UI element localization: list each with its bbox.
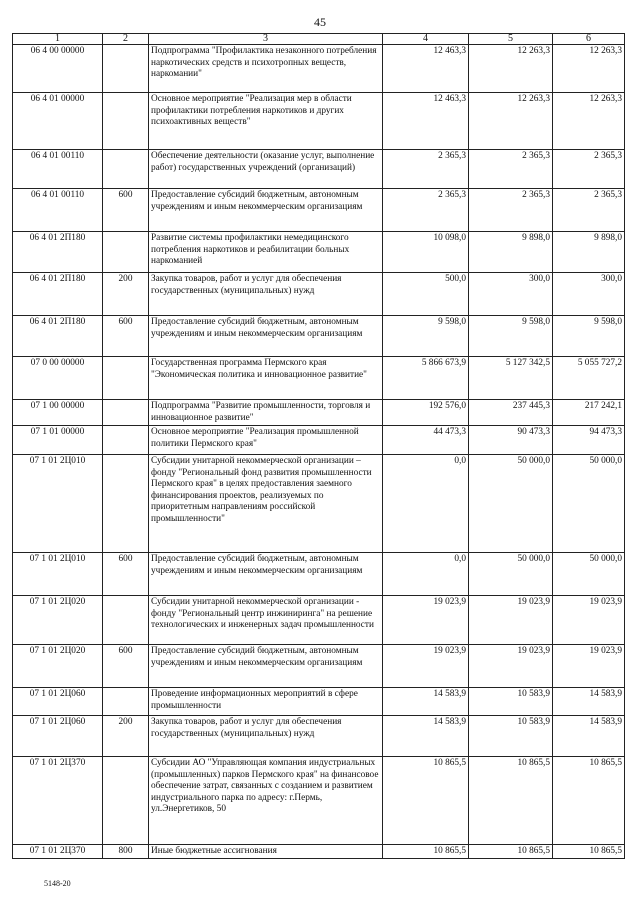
row-code: 06 4 01 2П180 (13, 273, 103, 316)
row-expense-type (103, 45, 149, 93)
row-name: Обеспечение деятельности (оказание услуг, выполнение работ) государственных учреждений (организаций) (149, 150, 383, 189)
table-row (13, 716, 625, 757)
row-expense-type (103, 93, 149, 150)
table-row (13, 357, 625, 400)
row-amount-1: 10 865,5 (383, 757, 469, 845)
row-code: 06 4 00 00000 (13, 45, 103, 93)
row-name: Предоставление субсидий бюджетным, автономным учреждениям и иным некоммерческим организациям (149, 189, 383, 232)
row-amount-3: 2 365,3 (553, 189, 625, 232)
column-header-code: 1 (13, 34, 103, 45)
row-amount-1: 500,0 (383, 273, 469, 316)
footer-code: 5148-20 (44, 879, 71, 888)
table-row (13, 150, 625, 189)
row-expense-type (103, 357, 149, 400)
row-code: 06 4 01 2П180 (13, 316, 103, 357)
table-row (13, 232, 625, 273)
row-code: 07 1 01 2Ц370 (13, 757, 103, 845)
row-expense-type: 800 (103, 845, 149, 859)
row-name: Закупка товаров, работ и услуг для обеспечения государственных (муниципальных) нужд (149, 716, 383, 757)
row-code: 07 1 01 2Ц010 (13, 553, 103, 596)
row-name: Проведение информационных мероприятий в сфере промышленности (149, 688, 383, 716)
column-header-amount-2: 5 (469, 34, 553, 45)
row-name: Основное мероприятие "Реализация промышленной политики Пермского края" (149, 426, 383, 455)
row-name: Государственная программа Пермского края "Экономическая политика и инновационное развитие" (149, 357, 383, 400)
row-code: 07 1 01 2Ц060 (13, 716, 103, 757)
table-row (13, 316, 625, 357)
row-amount-3: 19 023,9 (553, 645, 625, 688)
table-row (13, 273, 625, 316)
row-amount-3: 94 473,3 (553, 426, 625, 455)
row-amount-3: 217 242,1 (553, 400, 625, 426)
table-row (13, 688, 625, 716)
row-amount-1: 9 598,0 (383, 316, 469, 357)
row-amount-2: 50 000,0 (469, 553, 553, 596)
row-expense-type: 600 (103, 645, 149, 688)
row-expense-type (103, 400, 149, 426)
row-name: Иные бюджетные ассигнования (149, 845, 383, 859)
row-amount-3: 10 865,5 (553, 757, 625, 845)
row-amount-1: 10 098,0 (383, 232, 469, 273)
table-row (13, 45, 625, 93)
row-amount-3: 50 000,0 (553, 553, 625, 596)
row-name: Подпрограмма "Профилактика незаконного потребления наркотических средств и психотропных веществ, наркомании" (149, 45, 383, 93)
row-amount-2: 90 473,3 (469, 426, 553, 455)
row-amount-3: 12 263,3 (553, 45, 625, 93)
row-expense-type (103, 150, 149, 189)
row-amount-1: 10 865,5 (383, 845, 469, 859)
row-code: 07 0 00 00000 (13, 357, 103, 400)
row-amount-2: 2 365,3 (469, 189, 553, 232)
row-amount-3: 9 598,0 (553, 316, 625, 357)
row-expense-type: 200 (103, 716, 149, 757)
row-code: 07 1 01 2Ц370 (13, 845, 103, 859)
row-amount-3: 9 898,0 (553, 232, 625, 273)
column-header-amount-3: 6 (553, 34, 625, 45)
row-amount-1: 19 023,9 (383, 645, 469, 688)
row-expense-type (103, 426, 149, 455)
row-amount-1: 5 866 673,9 (383, 357, 469, 400)
row-code: 07 1 01 00000 (13, 426, 103, 455)
row-code: 07 1 01 2Ц010 (13, 455, 103, 553)
row-amount-1: 2 365,3 (383, 150, 469, 189)
column-header-name: 3 (149, 34, 383, 45)
row-amount-3: 12 263,3 (553, 93, 625, 150)
row-amount-3: 14 583,9 (553, 688, 625, 716)
table-row (13, 845, 625, 859)
row-amount-3: 5 055 727,2 (553, 357, 625, 400)
row-expense-type: 600 (103, 316, 149, 357)
row-amount-2: 2 365,3 (469, 150, 553, 189)
row-amount-3: 10 865,5 (553, 845, 625, 859)
row-code: 06 4 01 00110 (13, 189, 103, 232)
row-expense-type: 200 (103, 273, 149, 316)
table-header-row (13, 34, 625, 45)
row-amount-2: 12 263,3 (469, 45, 553, 93)
row-name: Подпрограмма "Развитие промышленности, торговля и инновационное развитие" (149, 400, 383, 426)
row-name: Закупка товаров, работ и услуг для обеспечения государственных (муниципальных) нужд (149, 273, 383, 316)
row-amount-2: 12 263,3 (469, 93, 553, 150)
row-expense-type: 600 (103, 189, 149, 232)
row-name: Предоставление субсидий бюджетным, автономным учреждениям и иным некоммерческим организациям (149, 553, 383, 596)
table-row (13, 553, 625, 596)
row-expense-type (103, 596, 149, 645)
row-amount-2: 50 000,0 (469, 455, 553, 553)
table-row (13, 93, 625, 150)
row-amount-1: 0,0 (383, 455, 469, 553)
row-amount-3: 50 000,0 (553, 455, 625, 553)
column-header-expense-type: 2 (103, 34, 149, 45)
row-code: 07 1 00 00000 (13, 400, 103, 426)
table-body (13, 45, 625, 859)
page-number: 45 (314, 15, 326, 29)
row-amount-3: 19 023,9 (553, 596, 625, 645)
row-amount-2: 10 583,9 (469, 688, 553, 716)
row-amount-1: 12 463,3 (383, 45, 469, 93)
table-row (13, 645, 625, 688)
row-amount-2: 19 023,9 (469, 596, 553, 645)
budget-table (12, 33, 625, 859)
row-amount-1: 2 365,3 (383, 189, 469, 232)
row-amount-2: 9 598,0 (469, 316, 553, 357)
column-header-amount-1: 4 (383, 34, 469, 45)
table-row (13, 400, 625, 426)
row-name: Субсидии унитарной некоммерческой организации - фонду "Региональный центр инжиниринга" на решение технологических и инженерных задач промышленности (149, 596, 383, 645)
row-expense-type (103, 688, 149, 716)
row-name: Основное мероприятие "Реализация мер в области профилактики потребления наркотиков и других психоактивных веществ" (149, 93, 383, 150)
row-expense-type (103, 757, 149, 845)
row-expense-type: 600 (103, 553, 149, 596)
row-code: 06 4 01 2П180 (13, 232, 103, 273)
row-amount-2: 9 898,0 (469, 232, 553, 273)
row-expense-type (103, 455, 149, 553)
row-name: Субсидии унитарной некоммерческой организации – фонду "Региональный фонд развития промышленности Пермского края" в целях предоставления заемного финансирования проектов, реализуемых по приоритетным направлениям российской промышленности" (149, 455, 383, 553)
row-amount-1: 14 583,9 (383, 716, 469, 757)
row-amount-1: 44 473,3 (383, 426, 469, 455)
row-code: 07 1 01 2Ц060 (13, 688, 103, 716)
table-row (13, 596, 625, 645)
row-amount-2: 5 127 342,5 (469, 357, 553, 400)
row-code: 07 1 01 2Ц020 (13, 645, 103, 688)
row-amount-1: 0,0 (383, 553, 469, 596)
row-code: 06 4 01 00110 (13, 150, 103, 189)
row-amount-3: 14 583,9 (553, 716, 625, 757)
row-amount-2: 300,0 (469, 273, 553, 316)
row-name: Предоставление субсидий бюджетным, автономным учреждениям и иным некоммерческим организациям (149, 316, 383, 357)
row-amount-1: 19 023,9 (383, 596, 469, 645)
row-amount-3: 2 365,3 (553, 150, 625, 189)
row-amount-1: 12 463,3 (383, 93, 469, 150)
table-row (13, 426, 625, 455)
row-amount-1: 192 576,0 (383, 400, 469, 426)
row-amount-2: 10 583,9 (469, 716, 553, 757)
row-code: 07 1 01 2Ц020 (13, 596, 103, 645)
row-name: Субсидии АО "Управляющая компания индустриальных (промышленных) парков Пермского края" на финансовое обеспечение затрат, связанных с созданием и развитием индустриального парка по адресу: г.Пермь, ул.Энергетиков, 50 (149, 757, 383, 845)
row-amount-2: 10 865,5 (469, 845, 553, 859)
table-row (13, 189, 625, 232)
row-amount-3: 300,0 (553, 273, 625, 316)
table-row (13, 757, 625, 845)
row-amount-2: 237 445,3 (469, 400, 553, 426)
row-expense-type (103, 232, 149, 273)
row-amount-2: 10 865,5 (469, 757, 553, 845)
row-amount-2: 19 023,9 (469, 645, 553, 688)
row-amount-1: 14 583,9 (383, 688, 469, 716)
row-code: 06 4 01 00000 (13, 93, 103, 150)
row-name: Предоставление субсидий бюджетным, автономным учреждениям и иным некоммерческим организациям (149, 645, 383, 688)
table-row (13, 455, 625, 553)
row-name: Развитие системы профилактики немедицинского потребления наркотиков и реабилитации больных наркоманией (149, 232, 383, 273)
